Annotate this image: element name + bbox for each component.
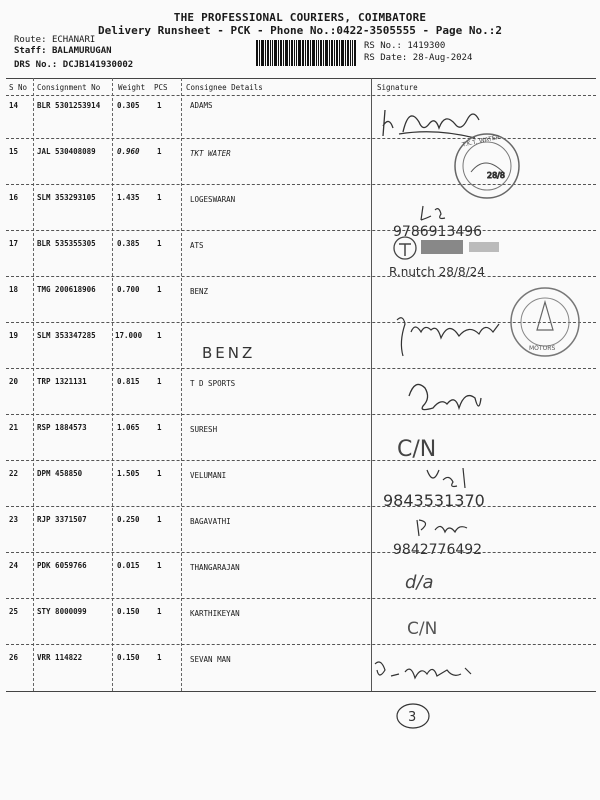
row-weight: 1.505: [117, 469, 140, 478]
drs-label: DRS No.:: [14, 60, 58, 70]
row-consignment: TRP 1321131: [37, 377, 87, 386]
drs-value: DCJB141930002: [62, 60, 134, 70]
signature-scribble: [427, 468, 465, 488]
row-sno: 15: [9, 147, 19, 156]
signature-area: [375, 98, 595, 725]
barcode-image: [256, 40, 356, 66]
row-consignment: STY 8000099: [37, 607, 87, 616]
handwritten-consignee-note: [200, 340, 280, 364]
row-consignee: VELUMANI: [190, 471, 227, 480]
route-value: ECHANARI: [51, 35, 96, 45]
svg-text:3: 3: [408, 710, 417, 725]
row-weight: 1.435: [117, 193, 140, 202]
row-weight: 0.305: [117, 101, 140, 110]
col-header-pcs: PCS: [154, 83, 168, 92]
rs-date-label: RS Date:: [364, 53, 408, 63]
row-pcs: 1: [157, 653, 162, 662]
header-divider: [6, 95, 596, 96]
row-pcs: 1: [157, 147, 162, 156]
col-divider: [33, 78, 34, 691]
row-sno: 20: [9, 377, 19, 386]
handwritten-signature: R.nutch 28/8/24: [389, 265, 485, 279]
table-bottom-border: [6, 691, 596, 692]
row-consignee: T D SPORTS: [190, 379, 236, 388]
row-sno: 14: [9, 101, 19, 110]
row-weight: 17.000: [115, 331, 143, 340]
row-consignment: PDK 6059766: [37, 561, 87, 570]
svg-text:BENZ: BENZ: [202, 344, 256, 362]
row-consignment: SLM 353347285: [37, 331, 96, 340]
handwritten-note: C/N: [407, 619, 438, 639]
signature-scribble: [421, 206, 445, 220]
row-sno: 25: [9, 607, 19, 616]
row-sno: 23: [9, 515, 19, 524]
row-weight: 0.150: [117, 607, 140, 616]
row-weight: 0.150: [117, 653, 140, 662]
col-divider: [112, 78, 113, 691]
row-consignee: SURESH: [190, 425, 218, 434]
row-consignee: SEVAN MAN: [190, 655, 231, 664]
table-top-border: [6, 78, 596, 79]
row-consignment: BLR 5301253914: [37, 101, 101, 110]
svg-text:28/8: 28/8: [487, 171, 505, 180]
handwritten-phone: 9786913496: [393, 224, 483, 240]
stamp-seal: [394, 237, 499, 259]
row-weight: 1.065: [117, 423, 140, 432]
row-consignee: BENZ: [190, 287, 209, 296]
col-divider: [371, 78, 372, 691]
row-consignee: LOGESWARAN: [190, 195, 236, 204]
row-consignment: SLM 353293105: [37, 193, 96, 202]
circled-number: [397, 704, 429, 728]
handwritten-note: C/N: [397, 437, 437, 462]
svg-text:MOTORS: MOTORS: [529, 345, 556, 352]
row-consignee: ADAMS: [190, 101, 213, 110]
row-pcs: 1: [157, 469, 162, 478]
row-sno: 21: [9, 423, 19, 432]
row-pcs: 1: [157, 331, 162, 340]
row-consignment: TMG 200618906: [37, 285, 96, 294]
row-consignment: DPM 458850: [37, 469, 83, 478]
row-weight: 0.960: [117, 147, 140, 156]
row-sno: 18: [9, 285, 19, 294]
row-pcs: 1: [157, 515, 162, 524]
row-pcs: 1: [157, 377, 162, 386]
row-sno: 24: [9, 561, 19, 570]
row-pcs: 1: [157, 607, 162, 616]
row-weight: 0.385: [117, 239, 140, 248]
col-header-sno: S No: [9, 83, 28, 92]
route-line: [14, 35, 95, 45]
col-header-signature: Signature: [377, 83, 418, 92]
row-sno: 26: [9, 653, 19, 662]
row-sno: 19: [9, 331, 19, 340]
row-pcs: 1: [157, 193, 162, 202]
staff-value: BALAMURUGAN: [51, 46, 112, 56]
row-weight: 0.815: [117, 377, 140, 386]
col-header-consignee: Consignee Details: [186, 83, 263, 92]
stamp-seal: [455, 134, 519, 198]
staff-label: Staff:: [14, 46, 47, 56]
col-header-consignment: Consignment No: [37, 83, 101, 92]
row-consignment: BLR 535355305: [37, 239, 96, 248]
signature-scribble: [409, 384, 481, 409]
svg-text:T.K.T. WATER: T.K.T. WATER: [461, 133, 501, 149]
row-consignee: BAGAVATHI: [190, 517, 231, 526]
signature-scribble: [397, 318, 499, 356]
row-pcs: 1: [157, 285, 162, 294]
row-consignee: THANGARAJAN: [190, 563, 240, 572]
row-consignment: VRR 114822: [37, 653, 83, 662]
row-weight: 0.250: [117, 515, 140, 524]
handwritten-phone: 9842776492: [393, 542, 483, 558]
row-pcs: 1: [157, 239, 162, 248]
row-weight: 0.700: [117, 285, 140, 294]
row-consignee: KARTHIKEYAN: [190, 609, 240, 618]
row-consignment: JAL 530408089: [37, 147, 96, 156]
row-consignee: ATS: [190, 241, 204, 250]
runsheet-subtitle: Delivery Runsheet - PCK - Phone No.:0422-3505555 - Page No.:2: [98, 24, 502, 37]
row-sno: 16: [9, 193, 19, 202]
stamp-seal: [511, 288, 579, 356]
signature-scribble: [383, 110, 479, 138]
drs-line: [14, 60, 133, 70]
col-header-weight: Weight: [118, 83, 146, 92]
row-pcs: 1: [157, 423, 162, 432]
row-consignment: RSP 1884573: [37, 423, 87, 432]
rs-no-label: RS No.:: [364, 41, 402, 51]
row-pcs: 1: [157, 561, 162, 570]
row-sno: 22: [9, 469, 19, 478]
staff-line: [14, 46, 112, 56]
company-title: THE PROFESSIONAL COURIERS, COIMBATORE: [173, 11, 427, 24]
handwritten-note: d/a: [405, 572, 434, 593]
rs-no-value: 1419300: [407, 41, 446, 51]
signature-scribble: [375, 662, 471, 678]
row-consignee: TKT WATER: [190, 149, 231, 158]
rs-no-line: [364, 41, 445, 51]
row-weight: 0.015: [117, 561, 140, 570]
rs-date-value: 28-Aug-2024: [412, 53, 473, 63]
row-pcs: 1: [157, 101, 162, 110]
row-sno: 17: [9, 239, 19, 248]
col-divider: [181, 78, 182, 691]
handwritten-phone: 9843531370: [383, 491, 485, 510]
route-label: Route:: [14, 35, 47, 45]
rs-date-line: [364, 53, 472, 63]
signature-scribble: [417, 520, 467, 536]
row-consignment: RJP 3371507: [37, 515, 87, 524]
